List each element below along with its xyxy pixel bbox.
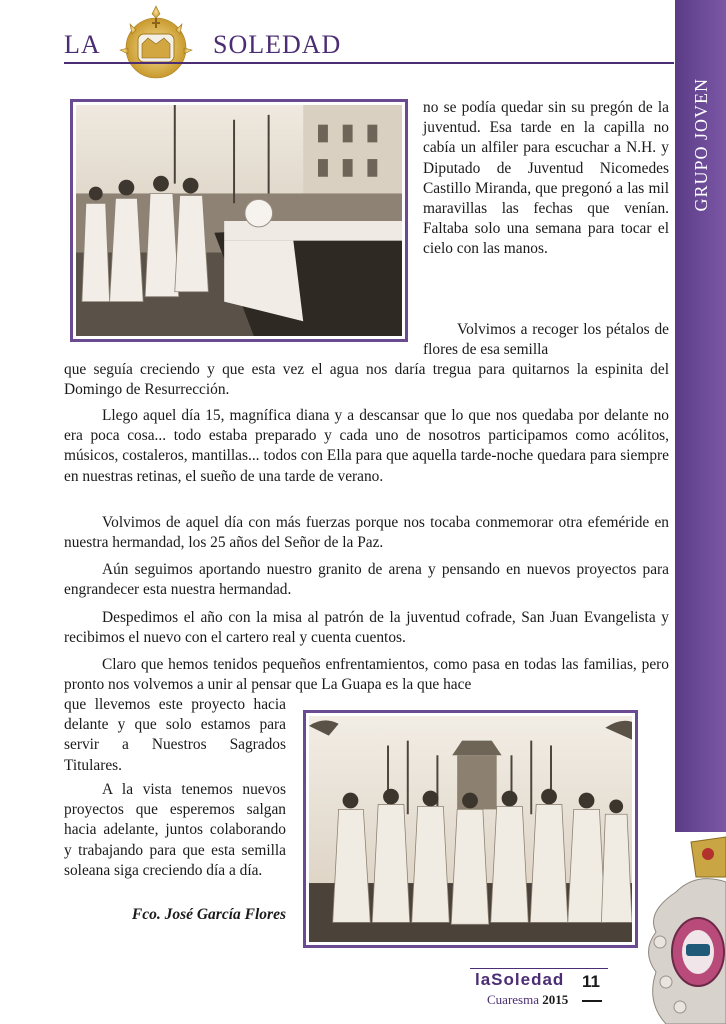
paragraph-familias: Claro que hemos tenidos pequeños enfrentamientos, como pasa en todas las familias, pero pronto nos volvemos a unir al pensar que La Guapa es la que hace: [64, 656, 669, 694]
paragraph-granito: Aún seguimos aportando nuestro granito de arena y pensando en nuevos proyectos para engrandecer esta nuestra hermandad.: [64, 561, 669, 599]
footer-rule: [470, 968, 608, 969]
paragraph-pregon: no se podía quedar sin su pregón de la juventud. Esa tarde en la capilla no cabía un alfiler para escuchar a N.H. y Diputado de Juventud Nicomedes Castillo Miranda, que pregonó a las mil maravillas las fechas que venían. Faltaba solo una semana para tocar el cielo con las manos.: [423, 99, 669, 258]
footer-edition-word: Cuaresma: [487, 992, 539, 1007]
masthead-title-right: SOLEDAD: [213, 30, 342, 59]
paragraph-petals-continued: que seguía creciendo y que esta vez el agua nos daría tregua para quitarnos la espinita del Domingo de Resurrección.: [64, 361, 669, 399]
header-rule: [64, 62, 674, 64]
photo-priests-at-altar: [70, 99, 408, 342]
footer-edition: [487, 992, 568, 1008]
photo-image: [76, 105, 402, 336]
photo-procession: [303, 710, 638, 948]
footer-edition-year: 2015: [542, 992, 569, 1007]
author-signature: Fco. José García Flores: [131, 906, 286, 923]
paragraph-familias-continued: que llevemos este proyecto hacia delante y que solo estamos para servir a Nuestros Sagrados Titulares.: [64, 696, 286, 774]
footer-magazine-title: laSoledad: [475, 970, 565, 989]
footer-dash: [582, 1000, 602, 1002]
paragraph-dia-15: Llego aquel día 15, magnífica diana y a descansar que lo que nos quedaba por delante no era poca cosa... todo estaba preparado y cada uno de nosotros participamos como acólitos, músicos, costaleros, mantillas... todos con Ella para que aquella tarde-noche quedara para siempre en nuestras retinas, el sueño de una tarde de verano.: [64, 407, 669, 485]
paragraph-nuevos-proyectos: A la vista tenemos nuevos proyectos que esperemos salgan hacia adelante, juntos colaborando y trabajando para que esta semilla soleana siga creciendo día a día.: [64, 781, 286, 879]
section-label: [676, 70, 726, 220]
paragraph-petals-start: Volvimos a recoger los pétalos de flores de esa semilla: [423, 321, 669, 359]
section-label-text: GRUPO JOVEN: [690, 78, 711, 212]
page-number: 11: [582, 972, 600, 991]
brotherhood-crest-icon: [636, 832, 726, 1024]
masthead-title-left: LA: [64, 30, 101, 59]
paragraph-aniversario: Volvimos de aquel día con más fuerzas porque nos tocaba conmemorar otra efeméride en nuestra hermandad, los 25 años del Señor de la Paz.: [64, 514, 669, 552]
crown-icon: [108, 4, 204, 84]
paragraph-despedida: Despedimos el año con la misa al patrón de la juventud cofrade, San Juan Evangelista y recibimos el nuevo con el cartero real y cuenta cuentos.: [64, 609, 669, 647]
photo-image: [309, 716, 632, 942]
